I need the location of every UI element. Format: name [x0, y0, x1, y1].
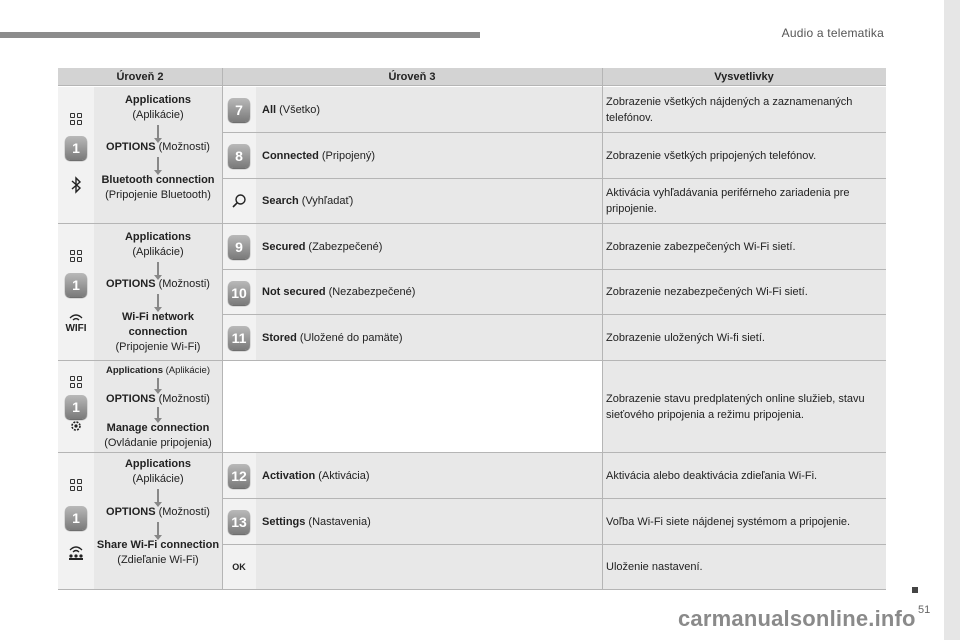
- level2-item-bold: Manage connection: [106, 422, 210, 434]
- level2-item-bold: OPTIONS: [106, 393, 156, 405]
- column-divider: [602, 68, 603, 590]
- level2-item-bold: Bluetooth connection: [101, 174, 215, 186]
- explanation-cell: Zobrazenie zabezpečených Wi-Fi sietí.: [602, 224, 886, 270]
- level1-badge: 1: [65, 395, 87, 419]
- end-marker: [912, 587, 918, 593]
- arrow-down-icon: [157, 522, 159, 536]
- explanation-cell: Zobrazenie všetkých pripojených telefónov.: [602, 133, 886, 179]
- header-explanation: Vysvetlivky: [602, 68, 886, 86]
- level3-bold: Secured: [262, 240, 306, 253]
- bluetooth-icon: [69, 176, 83, 197]
- level2-item-bold: Applications: [124, 94, 191, 106]
- top-decor-bar: [0, 32, 480, 38]
- level3-normal: (Zabezpečené): [308, 240, 383, 253]
- arrow-down-icon: [157, 125, 159, 139]
- share-wifi-icon: [67, 544, 85, 563]
- row-badge: 10: [228, 281, 250, 305]
- header-level3: Úroveň 3: [222, 68, 602, 86]
- apps-grid-icon: [70, 113, 82, 125]
- level2-item-bold: Applications: [124, 458, 191, 470]
- watermark: carmanualsonline.info: [678, 606, 916, 631]
- gear-icon: [68, 418, 84, 437]
- level3-empty-cell: [256, 545, 602, 590]
- level2-item-sub: (Možnosti): [155, 278, 210, 290]
- level3-bold: Stored: [262, 331, 297, 344]
- level3-cell: [256, 270, 602, 315]
- header-level2: Úroveň 2: [58, 68, 222, 86]
- level2-path: [94, 224, 222, 361]
- level2-item-sub: (Zdieľanie Wi-Fi): [117, 554, 199, 566]
- row-badge: 12: [228, 464, 250, 488]
- page-number: 51: [918, 604, 931, 616]
- level2-item-sub: (Aplikácie): [165, 365, 210, 376]
- level2-path: [94, 361, 222, 453]
- arrow-down-icon: [157, 407, 159, 419]
- group-level2-cell: [94, 224, 222, 361]
- level3-normal: (Nastavenia): [308, 515, 371, 528]
- ok-label: OK: [232, 562, 246, 572]
- arrow-down-icon: [157, 378, 159, 390]
- apps-grid-icon: [70, 250, 82, 262]
- level2-item-bold: OPTIONS: [106, 506, 156, 518]
- search-icon: [231, 193, 247, 209]
- apps-grid-icon: [70, 479, 82, 491]
- level2-item-sub: (Možnosti): [155, 506, 210, 518]
- row-badge: 7: [228, 98, 250, 122]
- explanation-cell: Voľba Wi-Fi siete nájdenej systémom a pripojenie.: [602, 499, 886, 545]
- level2-item-sub: (Aplikácie): [132, 246, 184, 258]
- level3-normal: (Vyhľadať): [301, 195, 354, 207]
- level3-bold: All: [262, 103, 277, 116]
- explanation-cell: Aktivácia vyhľadávania periférneho zariadenia pre pripojenie.: [602, 179, 886, 224]
- row-icon-cell: [222, 179, 256, 224]
- level3-bold: Not secured: [262, 286, 326, 298]
- level2-item-sub: (Aplikácie): [132, 473, 184, 485]
- explanation-cell: Aktivácia alebo deaktivácia zdieľania Wi-Fi.: [602, 453, 886, 499]
- level1-badge: 1: [65, 506, 87, 530]
- row-badge: 11: [228, 326, 250, 350]
- level3-empty-cell: [222, 361, 602, 453]
- arrow-down-icon: [157, 262, 159, 276]
- level1-badge: 1: [65, 273, 87, 297]
- level3-bold: Settings: [262, 515, 306, 528]
- level2-item-bold: Applications: [124, 231, 191, 243]
- level2-path: [94, 87, 222, 224]
- row-icon-cell: [222, 545, 256, 590]
- explanation-cell: Zobrazenie všetkých nájdených a zaznamenaných telefónov.: [602, 87, 886, 133]
- explanation-cell: Zobrazenie uložených Wi-fi sietí.: [602, 315, 886, 361]
- level2-item-sub: (Pripojenie Wi-Fi): [115, 341, 201, 353]
- column-divider: [222, 68, 223, 590]
- level3-bold: Search: [262, 195, 299, 207]
- apps-grid-icon: [70, 376, 82, 388]
- level3-normal: (Pripojený): [321, 149, 376, 162]
- level3-cell: [256, 224, 602, 270]
- explanation-cell: Zobrazenie nezabezpečených Wi-Fi sietí.: [602, 270, 886, 315]
- level2-item-sub: (Možnosti): [155, 393, 210, 405]
- wifi-label: WIFI: [65, 323, 87, 335]
- row-badge: 13: [228, 510, 250, 534]
- explanation-cell: Uloženie nastavení.: [602, 545, 886, 590]
- group-level2-cell: [94, 361, 222, 453]
- level3-normal: (Aktivácia): [318, 469, 370, 482]
- level1-badge: 1: [65, 136, 87, 160]
- group-level2-cell: [94, 453, 222, 590]
- row-badge: 9: [228, 235, 250, 259]
- arrow-down-icon: [157, 157, 159, 171]
- level3-bold: Activation: [262, 469, 316, 482]
- level2-item-bold: Wi-Fi network connection: [121, 311, 194, 338]
- level3-normal: (Uložené do pamäte): [299, 331, 403, 344]
- level3-normal: (Všetko): [279, 103, 321, 116]
- level2-item-sub: (Aplikácie): [132, 109, 184, 121]
- right-margin-strip: [944, 0, 960, 640]
- level2-item-bold: Applications: [105, 365, 163, 376]
- level3-cell: [256, 499, 602, 545]
- level3-cell: [256, 87, 602, 133]
- row-badge: 8: [228, 144, 250, 168]
- level3-cell: [256, 133, 602, 179]
- wifi-icon: [65, 313, 86, 334]
- level3-normal: (Nezabezpečené): [328, 286, 416, 298]
- level3-bold: Connected: [262, 149, 319, 162]
- page-header-title: Audio a telematika: [781, 26, 884, 40]
- arrow-down-icon: [157, 294, 159, 308]
- level2-item-sub: (Pripojenie Bluetooth): [105, 189, 211, 201]
- arrow-down-icon: [157, 489, 159, 503]
- level2-item-sub: (Ovládanie pripojenia): [104, 437, 212, 449]
- level2-path: [94, 453, 222, 590]
- explanation-cell: Zobrazenie stavu predplatených online služieb, stavu sieťového pripojenia a režimu pripojenia.: [602, 361, 886, 453]
- level3-cell: [256, 179, 602, 224]
- level3-cell: [256, 315, 602, 361]
- level2-item-bold: OPTIONS: [106, 278, 156, 290]
- level3-cell: [256, 453, 602, 499]
- level2-item-sub: (Možnosti): [155, 141, 210, 153]
- group-level2-cell: [94, 87, 222, 224]
- level2-item-bold: Share Wi-Fi connection: [96, 539, 220, 551]
- level2-item-bold: OPTIONS: [106, 141, 156, 153]
